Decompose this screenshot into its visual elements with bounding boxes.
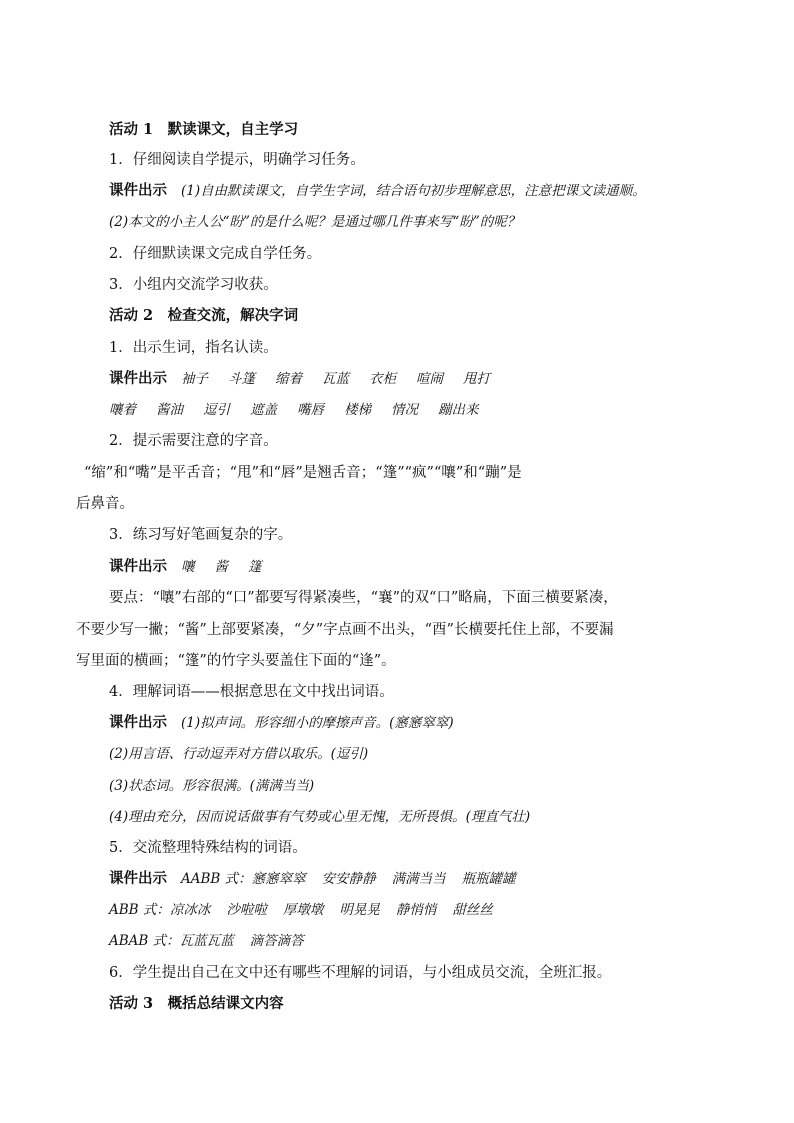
activity1-courseware-1 — [109, 180, 646, 202]
activity2-item5: 5．交流整理特殊结构的词语。 — [109, 840, 307, 856]
activity1-courseware-2: (2)本文的小主人公“盼”的是什么呢？是通过哪几件事来写“盼”的呢？ — [109, 214, 521, 230]
courseware-label: 课件出示 — [109, 182, 167, 199]
courseware-label: 课件出示 — [109, 714, 167, 731]
word-item: 楼梯 — [344, 402, 371, 418]
word-item: 斗篷 — [228, 371, 255, 387]
courseware-label: 课件出示 — [109, 870, 167, 887]
word-item: 凉冰冰 — [169, 902, 211, 918]
word-item: 遮盖 — [250, 402, 277, 418]
courseware-text: (1)自由默读课文，自学生字词，结合语句初步理解意思，注意把课文读通顺。 — [181, 183, 646, 199]
word-item: 静悄悄 — [395, 902, 437, 918]
aabb-row — [109, 868, 532, 890]
activity1-item2: 2．仔细默读课文完成自学任务。 — [109, 246, 322, 262]
activity2-item2: 2．提示需要注意的字音。 — [109, 433, 278, 449]
courseware-label: 课件出示 — [109, 370, 167, 387]
abb-row — [109, 899, 509, 921]
char-list — [181, 559, 282, 575]
new-words-row2 — [109, 399, 499, 421]
abb-words — [170, 902, 509, 918]
abab-label: ABAB 式： — [109, 933, 180, 949]
meaning-2: (2)用言语、行动逗弄对方借以取乐。(逗引) — [109, 746, 369, 762]
word-item: 酱 — [214, 559, 228, 575]
activity1-item1: 1．仔细阅读自学提示，明确学习任务。 — [109, 152, 365, 168]
meaning-3: (3)状态词。形容很满。(满满当当) — [109, 778, 315, 794]
word-item: 嚷 — [181, 559, 195, 575]
word-item: 明晃晃 — [339, 902, 380, 918]
abab-words — [180, 933, 320, 949]
keypoint-line1: 要点：“嚷”右部的“口”都要写得紧凑些，“襄”的双“口”略扁，下面三横要紧凑， — [109, 590, 618, 606]
activity2-item1: 1．出示生词，指名认读。 — [109, 340, 278, 356]
activity2-heading: 活动 2 检查交流，解决字词 — [109, 307, 299, 324]
word-item: 衣柜 — [369, 371, 396, 387]
word-item: 情况 — [391, 402, 418, 418]
word-item: 酱油 — [156, 402, 183, 418]
word-item: 瓶瓶罐罐 — [461, 871, 516, 887]
word-item: 沙啦啦 — [226, 902, 267, 918]
word-item: 袖子 — [181, 371, 208, 387]
meaning-4: (4)理由充分，因而说话做事有气势或心里无愧，无所畏惧。(理直气壮) — [109, 809, 531, 825]
meaning-1: (1)拟声词。形容细小的摩擦声音。(窸窸窣窣) — [181, 715, 454, 731]
word-item: 嘴唇 — [297, 402, 324, 418]
new-words-row1 — [109, 368, 510, 390]
word-item: 篷 — [248, 559, 262, 575]
keypoint-line2: 不要少写一撇；“酱”上部要紧凑，“夕”字点画不出头，“酉”长横要托住上部，不要漏 — [76, 622, 614, 638]
pronounce-line1: “缩”和“嘴”是平舌音；“甩”和“唇”是翘舌音；“篷”“疯”“嚷”和“蹦”是 — [84, 465, 522, 481]
activity2-item3: 3．练习写好笔画复杂的字。 — [109, 527, 293, 543]
word-item: 甩打 — [463, 371, 490, 387]
pronounce-line2: 后鼻音。 — [76, 496, 134, 512]
meaning-1-row — [109, 712, 454, 734]
word-item: 瓦蓝 — [322, 371, 349, 387]
activity2-item6: 6．学生提出自己在文中还有哪些不理解的词语，与小组成员交流，全班汇报。 — [109, 965, 612, 981]
abab-row — [109, 930, 320, 952]
word-item: 滴答滴答 — [249, 933, 304, 949]
aabb-words — [252, 871, 532, 887]
courseware-chars — [109, 556, 282, 578]
word-item: 安安静静 — [321, 871, 376, 887]
word-item: 嚷着 — [109, 402, 136, 418]
aabb-label: AABB 式： — [181, 871, 252, 887]
word-item: 逗引 — [203, 402, 230, 418]
activity3-heading: 活动 3 概括总结课文内容 — [109, 995, 284, 1012]
activity1-heading: 活动 1 默读课文，自主学习 — [109, 121, 299, 138]
word-item: 厚墩墩 — [282, 902, 324, 918]
word-item: 满满当当 — [391, 871, 446, 887]
word-item: 喧闹 — [416, 371, 443, 387]
activity1-item3: 3．小组内交流学习收获。 — [109, 277, 278, 293]
activity2-item4: 4．理解词语——根据意思在文中找出词语。 — [109, 684, 394, 700]
word-item: 瓦蓝瓦蓝 — [179, 933, 234, 949]
word-item: 蹦出来 — [438, 402, 479, 418]
word-item: 甜丝丝 — [452, 902, 493, 918]
word-list — [181, 371, 510, 387]
keypoint-line3: 写里面的横画；“篷”的竹字头要盖住下面的“逢”。 — [76, 653, 396, 669]
courseware-label: 课件出示 — [109, 558, 167, 575]
word-item: 缩着 — [275, 371, 302, 387]
abb-label: ABB 式： — [109, 902, 170, 918]
word-item: 窸窸窣窣 — [251, 871, 306, 887]
